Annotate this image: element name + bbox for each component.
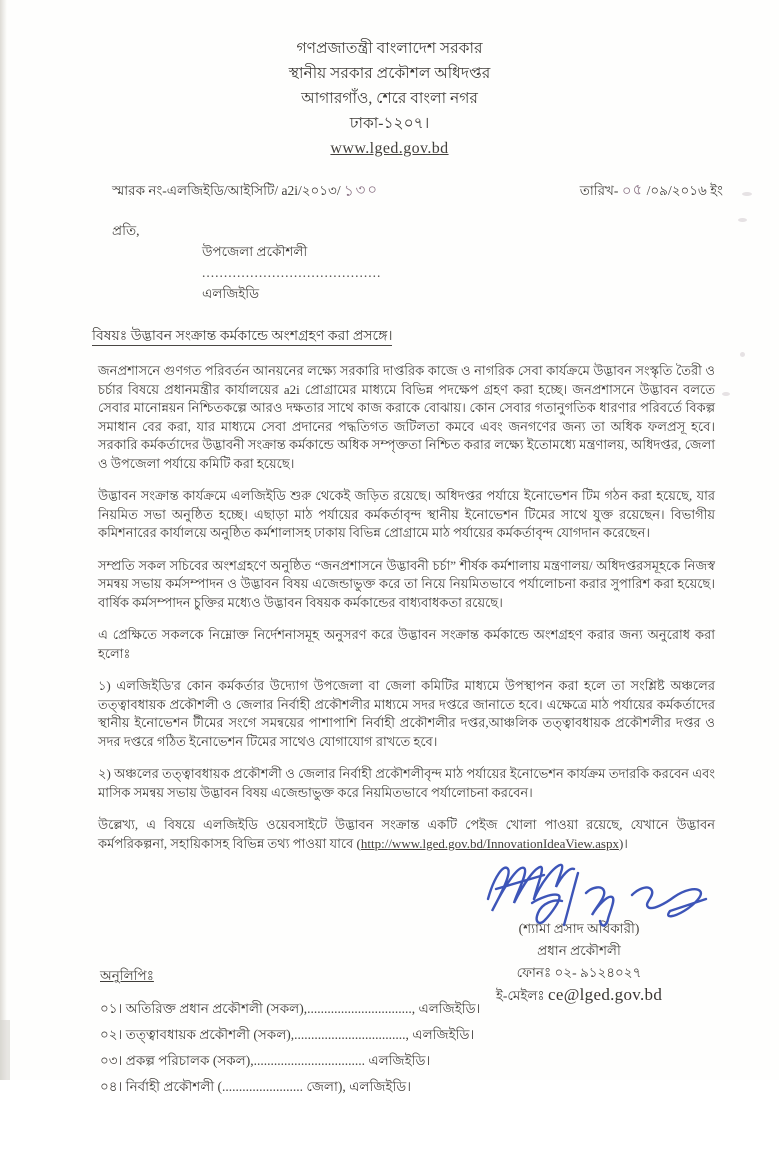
date-printed: /০৯/২০১৬ ইং	[646, 183, 723, 198]
website-link[interactable]: www.lged.gov.bd	[330, 140, 449, 157]
instruction-point-1: ১) এলজিইডি'র কোন কর্মকর্তার উদ্যোগ উপজেলা বা জেলা কমিটির মাধ্যমে উপস্থাপন করা হলে তা সংশ্লিষ্ট অঞ্চলের তত্ত্বাবধায়ক প্রকৌশলী ও জেলার নির্বাহী প্রকৌশলীর মাধ্যমে সদর দপ্তরে জানাতে হবে। এক্ষেত্রে মাঠ পর্যায়ের কর্মকর্তাদের স্থানীয় ইনোভেশন টীমের সংগে সমন্বয়ের পাশাপাশি নির্বাহী প্রকৌশলীর দপ্তর,আঞ্চলিক তত্ত্বাবধায়ক প্রকৌশলীর দপ্তর ও সদর দপ্তরে গঠিত ইনোভেশন টিমের সাথেও যোগাযোগ রাখতে হবে।	[98, 678, 715, 749]
scan-edge-shadow-bottom	[0, 1020, 10, 1080]
memo-date	[580, 179, 723, 204]
scan-edge-shadow	[0, 0, 7, 1080]
memo-number	[112, 179, 379, 204]
salutation: প্রতি,	[112, 223, 140, 238]
paragraph-1: জনপ্রশাসনে গুণগত পরিবর্তন আনয়নের লক্ষ্যে সরকারি দাপ্তরিক কাজে ও নাগরিক সেবা কার্যক্রমে উদ্ভাবন সংস্কৃতি তৈরী ও চর্চার বিষয়ে প্রধানমন্ত্রীর কার্যালয়ের a2i প্রোগ্রামের মাধ্যমে বিভিন্ন পদক্ষেপ গ্রহণ করা হচ্ছে। জনপ্রশাসনে উদ্ভাবন বলতে সেবার মানোন্নয়ন নিশ্চিতকল্পে আরও দক্ষতার সাথে কাজ করাকে বোঝায়। কোন সেবার গতানুগতিক ধারণার পরিবর্তে বিকল্প সমাধান বের করা, যার মাধ্যমে সেবা প্রদানের পদ্ধতিগত জটিলতা কমবে এবং জনগণের জন্য তা অধিক ফলপ্রসূ হবে। সরকারি কর্মকর্তাদের উদ্ভাবনী সংক্রান্ত কর্মকান্ডে অধিক সম্পৃক্ততা নিশ্চিত করার লক্ষ্যে ইতোমধ্যে মন্ত্রণালয়, অধিদপ্তর, জেলা ও উপজেলা পর্যায়ে কমিটি করা হয়েছে।	[98, 363, 715, 471]
recipient-line1: উপজেলা প্রকৌশলী	[202, 244, 308, 259]
paragraph-4: এ প্রেক্ষিতে সকলকে নিম্নোক্ত নির্দেশনাসমূহ অনুসরণ করে উদ্ভাবন সংক্রান্ত কর্মকান্ডে অংশগ্রহণ করার জন্য অনুরোধ করা হলোঃ	[98, 627, 715, 661]
email-label: ই-মেইলঃ	[495, 988, 549, 1003]
scan-artifact	[742, 192, 752, 196]
letter-body	[98, 362, 715, 853]
subject-line: বিষয়ঃ উদ্ভাবন সংক্রান্ত কর্মকান্ডে অংশগ্রহণ করা প্রসঙ্গে।	[92, 329, 393, 344]
instruction-point-2: ২) অঞ্চলের তত্ত্বাবধায়ক প্রকৌশলী ও জেলার নির্বাহী প্রকৌশলীবৃন্দ মাঠ পর্যায়ের ইনোভেশন কার্যক্রম তদারকি করবেন এবং মাসিক সমন্বয় সভায় উদ্ভাবন বিষয় এজেন্ডাভুক্ত করে নিয়মিতভাবে পর্যালোচনা করবেন।	[98, 766, 715, 800]
signature-and-copies-zone	[98, 853, 723, 1153]
date-label: তারিখ-	[579, 183, 619, 198]
recipient-dotted-line: .........................................	[202, 265, 382, 280]
signatory-title: প্রধান প্রকৌশলী	[537, 943, 621, 958]
innovation-page-link[interactable]: http://www.lged.gov.bd/InnovationIdeaView.aspx	[360, 835, 619, 851]
closing-paragraph	[98, 816, 715, 853]
letterhead	[0, 0, 779, 161]
govt-line: গণপ্রজাতন্ত্রী বাংলাদেশ সরকার	[296, 40, 483, 57]
copies-block	[100, 965, 480, 1100]
closing-text-before: উল্লেখ্য, এ বিষয়ে এলজিইডি ওয়েবসাইটে উদ্ভাবন সংক্রান্ত একটি পেইজ খোলা পাওয়া রয়েছে, যেখানে উদ্ভাবন কর্মপরিকল্পনা, সহায়িকাসহ বিভিন্ন তথ্য পাওয়া যাবে (	[98, 817, 715, 851]
copy-item-2: ০২। তত্ত্বাবধায়ক প্রকৌশলী (সকল),................................., এলজিইডি।	[100, 1027, 475, 1042]
closing-text-after: )।	[618, 835, 628, 851]
copies-list	[100, 996, 480, 1100]
signature-scribble	[474, 859, 724, 937]
address-line: আগারগাঁও, শেরে বাংলা নগর	[301, 90, 478, 107]
scan-artifact	[740, 352, 745, 357]
recipient-line2: এলজিইডি	[202, 286, 260, 301]
memo-ref-handwritten: ১৩০	[343, 180, 380, 200]
memo-row	[112, 179, 723, 204]
email-address: ce@lged.gov.bd	[548, 985, 663, 1004]
department-line: স্থানীয় সরকার প্রকৌশল অধিদপ্তর	[288, 65, 491, 82]
copies-heading: অনুলিপিঃ	[100, 968, 154, 983]
copy-item-3: ০৩। প্রকল্প পরিচালক (সকল),................................. এলজিইডি।	[100, 1053, 431, 1068]
date-day-handwritten: ০৫	[620, 181, 645, 201]
signatory-phone: ফোনঃ ০২- ৯১২৪০২৭	[516, 965, 642, 980]
copy-item-1: ০১। অতিরিক্ত প্রধান প্রকৌশলী (সকল),..............................., এলজিইডি।	[100, 1001, 481, 1016]
city-line: ঢাকা-১২০৭।	[349, 115, 430, 132]
memo-ref-printed: স্মারক নং-এলজিইডি/আইসিটি/ a2i/২০১৩/	[112, 183, 341, 198]
recipient-block	[112, 220, 779, 304]
scan-artifact	[722, 392, 730, 396]
copy-item-4: ০৪। নির্বাহী প্রকৌশলী (........................ জেলা), এলজিইডি।	[100, 1079, 412, 1094]
paragraph-3: সম্প্রতি সকল সচিবের অংশগ্রহণে অনুষ্ঠিত “জনপ্রশাসনে উদ্ভাবনী চর্চা” শীর্ষক কর্মশালায় মন্ত্রণালয়/ অধিদপ্তরসমূহকে নিজস্ব সমন্বয় সভায় কর্মসম্পাদন ও উদ্ভাবন বিষয় এজেন্ডাভুক্ত করে তা নিয়ে নিয়মিতভাবে পর্যালোচনা করার সুপারিশ করা হয়েছে। বার্ষিক কর্মসম্পাদন চুক্তির মধ্যেও উদ্ভাবন বিষয়ক কর্মকান্ডের বাধ্যবাধকতা রয়েছে।	[98, 557, 715, 610]
paragraph-2: উদ্ভাবন সংক্রান্ত কার্যক্রমে এলজিইডি শুরু থেকেই জড়িত রয়েছে। অধিদপ্তর পর্যায়ে ইনোভেশন টিম গঠন করা হয়েছে, যার নিয়মিত সভা অনুষ্ঠিত হচ্ছে। এছাড়া মাঠ পর্যায়ের কর্মকর্তাবৃন্দ স্থানীয় ইনোভেশন টিমের সাথে যুক্ত রয়েছেন। বিভাগীয় কমিশনারের কার্যালয়ে অনুষ্ঠিত কর্মশালাসহ ঢাকায় বিভিন্ন প্রোগ্রামে মাঠ পর্যায়ের কর্মকর্তাবৃন্দ যোগদান করেছেন।	[98, 488, 715, 540]
signatory-name: (শ্যামা প্রসাদ অধিকারী)	[518, 921, 640, 936]
